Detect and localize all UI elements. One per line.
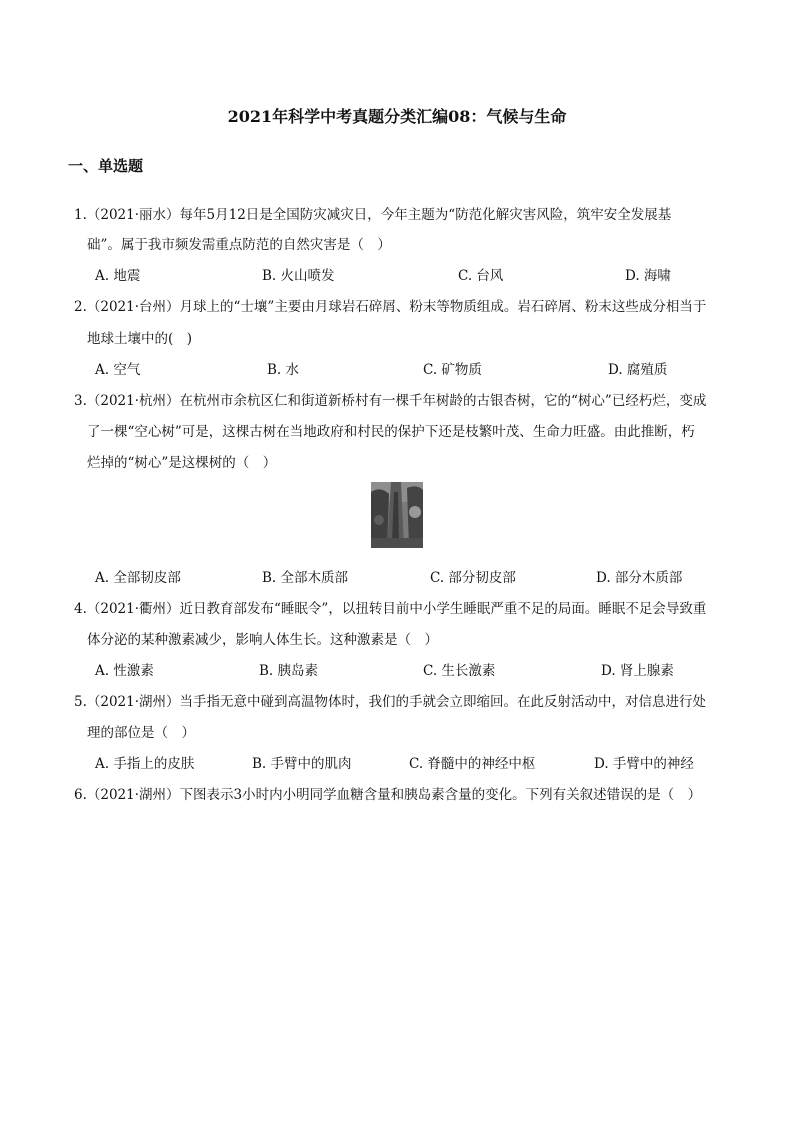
question-2-option-c: C. 矿物质 [423, 362, 482, 378]
question-2-option-b: B. 水 [267, 362, 300, 378]
question-5-option-d: D. 手臂中的神经 [594, 756, 694, 772]
page-title: 2021年科学中考真题分类汇编08：气候与生命 [227, 107, 567, 126]
question-1-option-a: A. 地震 [95, 268, 141, 284]
question-3-text: 了一棵“空心树”可是，这棵古树在当地政府和村民的保护下还是枝繁叶茂、生命力旺盛。由此推断，朽 [87, 424, 695, 440]
question-1-option-b: B. 火山喷发 [262, 268, 335, 284]
question-4-text: 体分泌的某种激素减少，影响人体生长。这种激素是（ ） [87, 632, 438, 648]
question-2-option-a: A. 空气 [95, 362, 141, 378]
question-3-text: 3.（2021·杭州）在杭州市余杭区仁和街道新桥村有一棵千年树龄的古银杏树，它的“树心”已经朽烂，变成 [74, 393, 707, 409]
question-1-text: 础”。属于我市频发需重点防范的自然灾害是（ ） [87, 237, 391, 253]
question-6-text: 6.（2021·湖州）下图表示3小时内小明同学血糖含量和胰岛素含量的变化。下列有关叙述错误的是（ ） [74, 787, 702, 803]
question-5-option-c: C. 脊髓中的神经中枢 [409, 756, 536, 772]
question-2-text: 2.（2021·台州）月球上的“士壤”主要由月球岩石碎屑、粉末等物质组成。岩石碎屑、粉末这些成分相当于 [74, 299, 707, 315]
section-heading: 一、单选题 [68, 157, 144, 175]
question-3-text: 烂掉的“树心”是这棵树的（ ） [87, 455, 277, 471]
question-5-text: 理的部位是（ ） [87, 725, 195, 741]
question-4-text: 4.（2021·衢州）近日教育部发布“睡眠令”，以扭转目前中小学生睡眠严重不足的局面。睡眠不足会导致重 [74, 601, 707, 617]
question-4-option-d: D. 肾上腺素 [601, 663, 674, 679]
question-4-option-a: A. 性激素 [95, 663, 154, 679]
question-5-text: 5.（2021·湖州）当手指无意中碰到高温物体时，我们的手就会立即缩回。在此反射活动中，对信息进行处 [74, 694, 707, 710]
question-2-text: 地球土壤中的( ) [87, 331, 193, 347]
question-1-option-c: C. 台风 [458, 268, 504, 284]
question-1-text: 1.（2021·丽水）每年5月12日是全国防灾减灾日，今年主题为“防范化解灾害风险，筑牢安全发展基 [74, 207, 672, 223]
question-3-option-a: A. 全部韧皮部 [95, 570, 181, 586]
question-3-option-c: C. 部分韧皮部 [430, 570, 516, 586]
ginkgo-tree-photo [371, 482, 423, 548]
question-4-option-c: C. 生长激素 [423, 663, 496, 679]
question-3-option-b: B. 全部木质部 [262, 570, 349, 586]
question-2-option-d: D. 腐殖质 [608, 362, 668, 378]
question-4-option-b: B. 胰岛素 [259, 663, 319, 679]
question-1-option-d: D. 海啸 [625, 268, 671, 284]
question-5-option-b: B. 手臂中的肌肉 [252, 756, 352, 772]
question-5-option-a: A. 手指上的皮肤 [95, 756, 195, 772]
question-3-option-d: D. 部分木质部 [596, 570, 683, 586]
